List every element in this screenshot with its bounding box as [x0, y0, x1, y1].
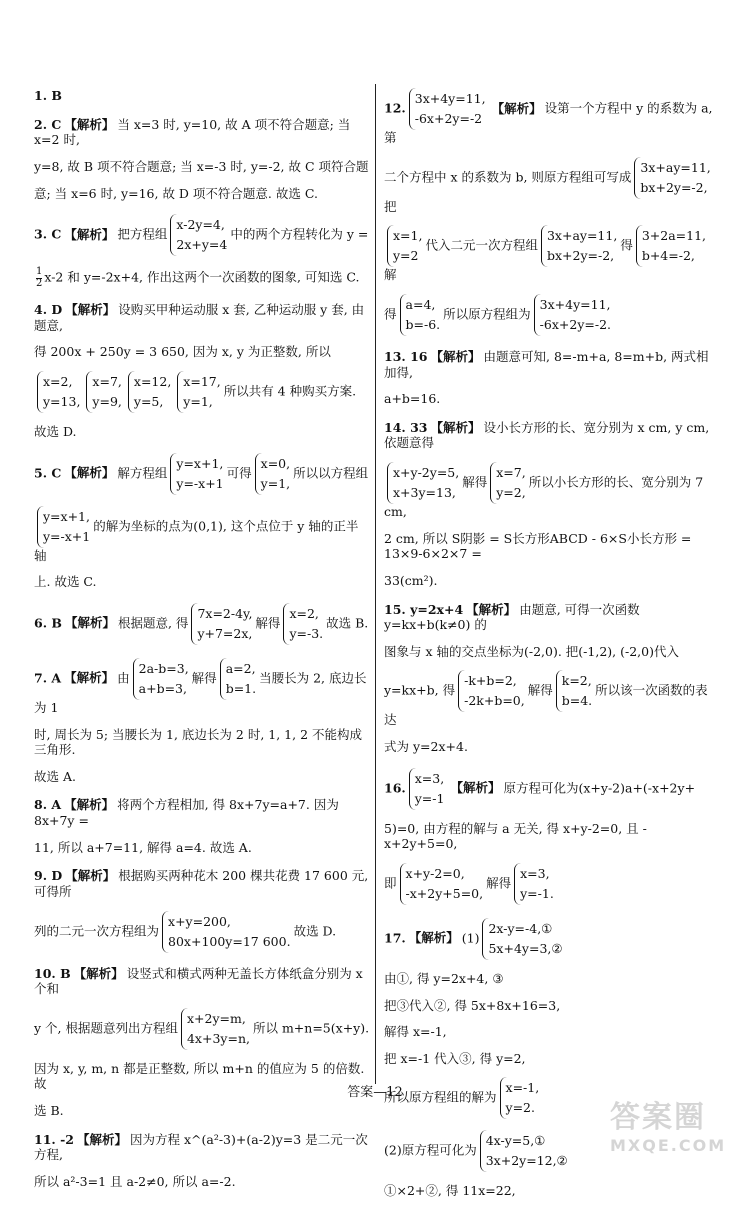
solution-17: 17. 【解析】 (1) 2x-y=-4,① 5x+4y=3,② 由①, 得 y=2x+4, ③ 把③代入②, 得 5x+8x+16=3, 解得 x=-1, 把 x=-1 代入③, 得 y=2, 所以原方程组的解为 x=-1, y=2. (2)原方程可化为 4x-y=5,① 3x+2y=12,② ①×2+②, 得 11x=22,	[384, 918, 716, 1199]
solution-10: 10. B 【解析】 设竖式和横式两种无盖长方体纸盒分别为 x 个和 y 个, 根据题意列出方程组 x+2y=m, 4x+3y=n, 所以 m+n=5(x+y). 因为 x, y, m, n 都是正整数, 所以 m+n 的值应为 5 的倍数. 故 选 B.	[34, 965, 370, 1118]
solution-11: 11. -2 【解析】 因为方程 x^(a²-3)+(a-2)y=3 是二元一次方程, 所以 a²-3=1 且 a-2≠0, 所以 a=-2.	[34, 1131, 368, 1189]
solution-1: 1. B	[34, 88, 62, 103]
solution-2: 2. C 【解析】 当 x=3 时, y=10, 故 A 项不符合题意; 当 x=2 时, y=8, 故 B 项不符合题意; 当 x=-3 时, y=-2, 故 C 项符合题 意; 当 x=6 时, y=16, 故 D 项不符合题意. 故选 C.	[34, 116, 369, 201]
equation-system: x-2y=4, 2x+y=4	[170, 214, 227, 256]
solution-8: 8. A 【解析】 将两个方程相加, 得 8x+7y=a+7. 因为 8x+7y = 11, 所以 a+7=11, 解得 a=4. 故选 A.	[34, 797, 339, 855]
solution-5: 5. C 【解析】 解方程组 y=x+1, y=-x+1 可得 x=0, y=1, 所以以方程组 y=x+1, y=-x+1 的解为坐标的点为(0,1), 这个点位于 y 轴的正半轴 上. 故选 C.	[34, 453, 370, 590]
solution-9: 9. D 【解析】 根据购买两种花木 200 棵共花费 17 600 元, 可得所 列的二元一次方程组为 x+y=200, 80x+100y=17 600. 故选 D.	[34, 868, 370, 952]
right-column	[384, 88, 716, 1212]
left-column	[34, 88, 370, 1203]
solution-14: 14. 33 【解析】 设小长方形的长、宽分别为 x cm, y cm, 依题意得 x+y-2y=5, x+3y=13, 解得 x=7, y=2, 所以小长方形的长、宽分别为 7 cm, 2 cm, 所以 S阴影 = S长方形ABCD - 6×S小长方形 = 13×9-6×2×7 = 33(cm²).	[384, 419, 710, 588]
solution-15: 15. y=2x+4 【解析】 由题意, 可得一次函数 y=kx+b(k≠0) 的 图象与 x 轴的交点坐标为(-2,0). 把(-1,2), (-2,0)代入 y=kx+b, 得 -k+b=2, -2k+b=0, 解得 k=2, b=4. 所以该一次函数的表达 式为 y=2x+4.	[384, 601, 708, 754]
solution-3: 3. C 【解析】 把方程组 x-2y=4, 2x+y=4 中的两个方程转化为 y = $\frac{1}{2}$ x-2 和 y=-2x+4, 作出这两个一次函数的图象, 可知选 C.	[34, 214, 370, 289]
column-divider	[375, 84, 376, 1084]
fraction: $\frac{1}{2}$	[36, 266, 43, 289]
solution-4: 4. D 【解析】 设购买甲种运动服 x 套, 乙种运动服 y 套, 由题意, 得 200x + 250y = 3 650, 因为 x, y 为正整数, 所以 x=2, y=13, x=7, y=9, x=12, y=5, x=17, y=1, 所以共有 4 种购买方案. 故选 D.	[34, 302, 365, 439]
solution-7: 7. A 【解析】 由 2a-b=3, a+b=3, 解得 a=2, b=1. 当腰长为 2, 底边长为 1 时, 周长为 5; 当腰长为 1, 底边长为 2 时, 1, 1, 2 不能构成三角形. 故选 A.	[34, 658, 370, 785]
solution-13: 13. 16 【解析】 由题意可知, 8=-m+a, 8=m+b, 两式相加得, a+b=16.	[384, 348, 709, 407]
solution-12: 12. 3x+4y=11, -6x+2y=-2 【解析】 设第一个方程中 y 的系数为 a, 第 二个方程中 x 的系数为 b, 则原方程组可写成 3x+ay=11, bx+2y=-2, 把 x=1, y=2 代入二元一次方程组 3x+ay=11, bx+2y=-2, 得 3+2a=11, b+4=-2, 解 得 a=4, b=-6. 所以原方程组为 3x+4y=11, -6x+2y=-2.	[384, 88, 716, 336]
solution-6: 6. B 【解析】 根据题意, 得 7x=2-4y, y+7=2x, 解得 x=2, y=-3. 故选 B.	[34, 603, 370, 645]
page-footer: 答案—12	[347, 1085, 403, 1100]
watermark-logo: 答案圈 MXQE.COM	[610, 1100, 727, 1155]
solution-16: 16. x=3, y=-1 【解析】 原方程可化为(x+y-2)a+(-x+2y+ 5)=0, 由方程的解与 a 无关, 得 x+y-2=0, 且 -x+2y+5=0, 即 x+y-2=0, -x+2y+5=0, 解得 x=3, y=-1.	[384, 768, 716, 905]
